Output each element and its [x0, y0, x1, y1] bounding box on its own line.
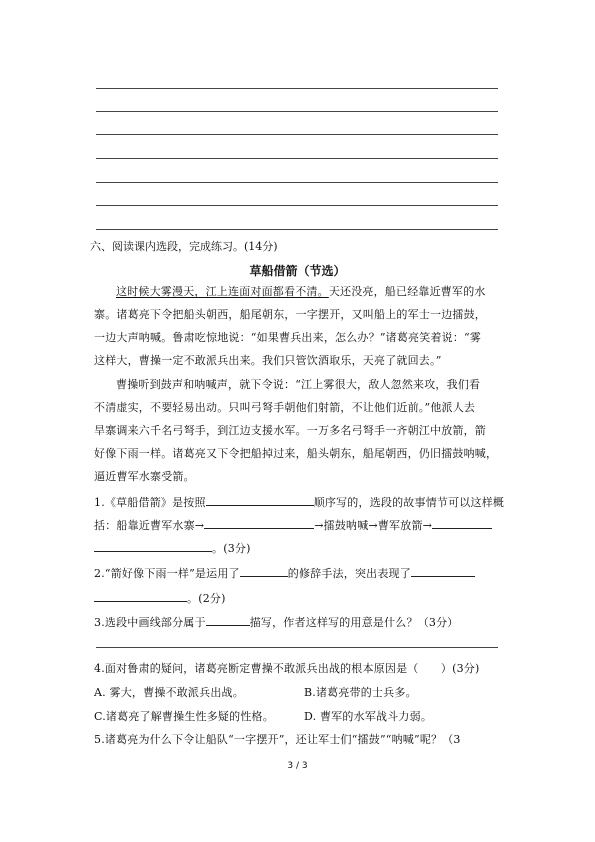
- section-heading: 六、阅读课内选段，完成练习。(14分): [90, 240, 278, 253]
- q1-blank-step5[interactable]: [432, 517, 492, 529]
- q1-text-b: 顺序写的，选段的故事情节可以这样概: [313, 496, 505, 509]
- page-number: 3 / 3: [287, 761, 308, 771]
- q4-option-b[interactable]: B.诸葛亮带的士兵多。: [304, 686, 417, 699]
- q3-blank-type[interactable]: [206, 614, 250, 626]
- passage-p2-line2: 不清虚实，不要轻易出动。只叫弓弩手朝他们射箭，不让他们近前。”他派人去: [94, 401, 476, 414]
- answer-line-5[interactable]: [96, 182, 498, 183]
- passage-p1-line4: 这样大，曹操一定不敢派兵出来。我们只管饮酒取乐，天亮了就回去。”: [94, 354, 442, 367]
- passage-text: 天还没亮，船已经靠近曹军的水: [328, 285, 486, 298]
- q2-blank-rhetoric[interactable]: [240, 565, 288, 577]
- passage-p1-line2: 寨。诸葛亮下令把船头朝西，船尾朝东，一字摆开，又叫船上的军士一边擂鼓，: [94, 308, 486, 321]
- q1-text-a: 1.《草船借箭》是按照: [94, 496, 206, 509]
- answer-line-7[interactable]: [96, 229, 498, 230]
- q2-score: 。(2分): [187, 592, 226, 605]
- question-3: [94, 614, 459, 630]
- q2-text-b: 的修辞手法，突出表现了: [287, 567, 411, 580]
- q1-blank-order[interactable]: [206, 494, 314, 506]
- q4-option-c[interactable]: C.诸葛亮了解曹操生性多疑的性格。: [94, 710, 274, 723]
- question-1-line3: [94, 540, 251, 556]
- question-4: 4.面对鲁肃的疑问，诸葛亮断定曹操不敢派兵出战的根本原因是（ ）(3分): [94, 662, 480, 675]
- answer-line-4[interactable]: [96, 158, 498, 159]
- passage-title: 草船借箭（节选）: [249, 264, 346, 278]
- q3-text-b: 描写，作者这样写的用意是什么？（3分）: [249, 616, 459, 629]
- question-2-line2: [94, 590, 226, 606]
- q1-text-d: →擂鼓呐喊→曹军放箭→: [314, 519, 433, 532]
- passage-p1-line1: [116, 285, 486, 299]
- q1-blank-step5-cont[interactable]: [94, 540, 212, 552]
- q1-blank-step2[interactable]: [204, 517, 314, 529]
- q1-text-c: 括：船靠近曹军水寨→: [94, 519, 205, 532]
- question-1-line2: [94, 517, 492, 533]
- passage-p2-line3: 旱寨调来六千名弓弩手，到江边支援水军。一万多名弓弩手一齐朝江中放箭，箭: [94, 424, 486, 437]
- underlined-sentence: 这时候大雾漫天，江上连面对面都看不清。: [116, 285, 329, 298]
- q2-text-a: 2.“箭好像下雨一样”是运用了: [94, 567, 240, 580]
- q2-blank-effect[interactable]: [411, 565, 475, 577]
- answer-line-1[interactable]: [96, 88, 498, 89]
- passage-p2-line4: 好像下雨一样。诸葛亮又下令把船掉过来，船头朝东，船尾朝西，仍旧擂鼓呐喊，: [94, 447, 498, 460]
- passage-p1-line3: 一边大声呐喊。鲁肃吃惊地说：“如果曹兵出来，怎么办？”诸葛亮笑着说：“雾: [94, 331, 482, 344]
- answer-line-2[interactable]: [96, 111, 498, 112]
- q4-option-d[interactable]: D. 曹军的水军战斗力弱。: [304, 710, 433, 723]
- q1-score: 。(3分): [212, 542, 251, 555]
- passage-p2-line5: 逼近曹军水寨受箭。: [94, 470, 195, 483]
- question-1-line1: [94, 494, 504, 510]
- passage-p2-line1: 曹操听到鼓声和呐喊声，就下令说：“江上雾很大，敌人忽然来攻，我们看: [116, 378, 481, 391]
- answer-line-3[interactable]: [96, 134, 498, 135]
- question-2-line1: [94, 565, 475, 581]
- q3-answer-line[interactable]: [96, 647, 498, 648]
- q3-text-a: 3.选段中画线部分属于: [94, 616, 206, 629]
- answer-line-6[interactable]: [96, 205, 498, 206]
- q2-blank-effect-cont[interactable]: [94, 590, 187, 602]
- q4-option-a[interactable]: A. 雾大，曹操不敢派兵出战。: [94, 686, 244, 699]
- question-5: 5.诸葛亮为什么下令让船队“一字摆开”，还让军士们“擂鼓”“呐喊”呢？（3: [94, 733, 461, 746]
